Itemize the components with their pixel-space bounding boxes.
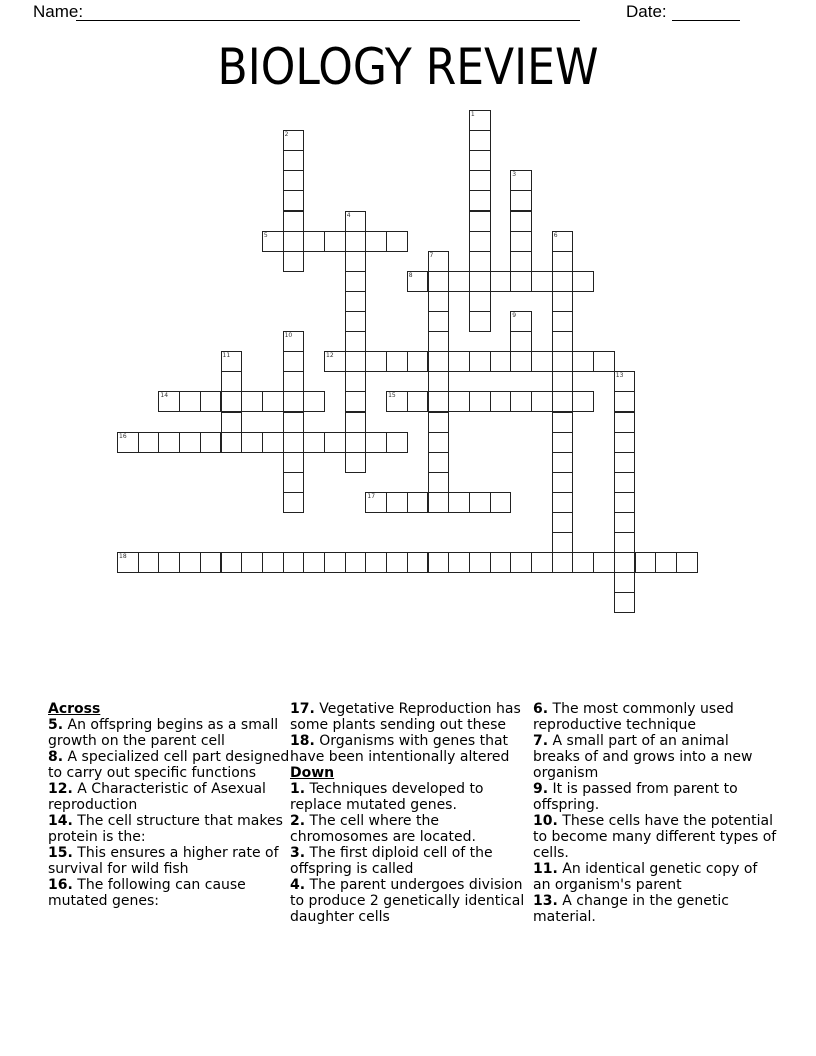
crossword-cell[interactable] (614, 391, 636, 412)
crossword-cell[interactable] (448, 351, 470, 372)
crossword-cell[interactable] (283, 150, 305, 171)
clue-across-5: 5. An offspring begins as a small growth on the parent cell (48, 717, 279, 749)
crossword-cell[interactable] (283, 190, 305, 211)
crossword-cell[interactable] (345, 211, 367, 232)
crossword-cell[interactable] (283, 251, 305, 272)
crossword-cell[interactable] (572, 271, 594, 292)
clue-down-9: 9. It is passed from parent to offspring. (533, 781, 738, 813)
crossword-cell[interactable] (386, 432, 408, 453)
crossword-cell[interactable] (469, 311, 491, 332)
clue-down-13: 13. A change in the genetic material. (533, 893, 729, 925)
clue-down-1: 1. Techniques developed to replace mutated genes. (290, 781, 484, 813)
clue-down-7: 7. A small part of an animal breaks of and grows into a new organism (533, 733, 753, 781)
clue-down-11: 11. An identical genetic copy of an organism's parent (533, 861, 758, 893)
crossword-cell[interactable] (283, 130, 305, 151)
crossword-cell[interactable] (324, 552, 346, 573)
crossword-cell[interactable] (221, 371, 243, 392)
crossword-cell[interactable] (448, 492, 470, 513)
crossword-cell[interactable] (345, 251, 367, 272)
crossword-cell[interactable] (469, 190, 491, 211)
clue-number: 15 (388, 392, 396, 400)
crossword-cell[interactable] (469, 150, 491, 171)
crossword-cell[interactable] (490, 351, 512, 372)
crossword-cell[interactable] (283, 391, 305, 412)
crossword-cell[interactable] (469, 231, 491, 252)
crossword-cell[interactable] (676, 552, 698, 573)
crossword-cell[interactable] (345, 271, 367, 292)
clue-number: 2 (284, 131, 289, 139)
crossword-cell[interactable] (428, 351, 450, 372)
crossword-cell[interactable] (469, 110, 491, 131)
crossword-cell[interactable] (283, 412, 305, 433)
crossword-cell[interactable] (655, 552, 677, 573)
crossword-cell[interactable] (510, 251, 532, 272)
crossword-cell[interactable] (345, 331, 367, 352)
crossword-cell[interactable] (593, 351, 615, 372)
crossword-cell[interactable] (345, 351, 367, 372)
crossword-cell[interactable] (593, 552, 615, 573)
crossword-cell[interactable] (200, 432, 222, 453)
crossword-cell[interactable] (552, 512, 574, 533)
crossword-cell[interactable] (283, 331, 305, 352)
crossword-cell[interactable] (614, 452, 636, 473)
crossword-cell[interactable] (531, 391, 553, 412)
crossword-cell[interactable] (428, 251, 450, 272)
crossword-cell[interactable] (117, 432, 139, 453)
crossword-cell[interactable] (469, 271, 491, 292)
crossword-cell[interactable] (469, 351, 491, 372)
crossword-cell[interactable] (614, 492, 636, 513)
crossword-cell[interactable] (552, 251, 574, 272)
clue-number: 14 (160, 392, 169, 400)
clue-across-14: 14. The cell structure that makes protein is the: (48, 813, 283, 845)
crossword-cell[interactable] (469, 492, 491, 513)
crossword-cell[interactable] (241, 391, 263, 412)
crossword-cell[interactable] (490, 271, 512, 292)
clues-column-3 (533, 701, 778, 925)
crossword-cell[interactable] (469, 391, 491, 412)
crossword-cell[interactable] (469, 170, 491, 191)
clue-across-17: 17. Vegetative Reproduction has some plants sending out these (290, 701, 521, 733)
crossword-cell[interactable] (552, 432, 574, 453)
clue-number: 11 (222, 352, 231, 360)
crossword-cell[interactable] (510, 391, 532, 412)
crossword-cell[interactable] (428, 311, 450, 332)
clue-across-8: 8. A specialized cell part designed to carry out specific functions (48, 749, 290, 781)
crossword-cell[interactable] (552, 351, 574, 372)
clue-across-16: 16. The following can cause mutated genes: (48, 877, 246, 909)
crossword-cell[interactable] (552, 311, 574, 332)
crossword-cell[interactable] (490, 492, 512, 513)
date-label: Date: (626, 2, 667, 21)
crossword-cell[interactable] (510, 190, 532, 211)
crossword-cell[interactable] (428, 432, 450, 453)
clue-number: 3 (512, 171, 517, 179)
crossword-cell[interactable] (138, 432, 160, 453)
crossword-cell[interactable] (283, 371, 305, 392)
crossword-cell[interactable] (179, 432, 201, 453)
crossword-cell[interactable] (138, 552, 160, 573)
clue-number: 16 (119, 432, 127, 440)
crossword-cell[interactable] (428, 271, 450, 292)
crossword-cell[interactable] (158, 552, 180, 573)
crossword-cell[interactable] (614, 532, 636, 553)
crossword-cell[interactable] (241, 432, 263, 453)
crossword-cell[interactable] (635, 552, 657, 573)
crossword-cell[interactable] (552, 552, 574, 573)
crossword-cell[interactable] (490, 552, 512, 573)
clue-down-6: 6. The most commonly used reproductive technique (533, 701, 734, 733)
crossword-cell[interactable] (283, 552, 305, 573)
crossword-cell[interactable] (428, 412, 450, 433)
crossword-cell[interactable] (552, 532, 574, 553)
crossword-cell[interactable] (552, 391, 574, 412)
crossword-cell[interactable] (262, 552, 284, 573)
clue-number: 10 (284, 332, 293, 340)
crossword-cell[interactable] (283, 472, 305, 493)
crossword-cell[interactable] (345, 391, 367, 412)
crossword-cell[interactable] (469, 130, 491, 151)
crossword-cell[interactable] (510, 211, 532, 232)
clue-down-10: 10. These cells have the potential to become many different types of cells. (533, 813, 777, 861)
crossword-cell[interactable] (324, 231, 346, 252)
clue-number: 18 (119, 553, 127, 561)
crossword-cell[interactable] (345, 291, 367, 312)
crossword-cell[interactable] (303, 391, 325, 412)
clue-down-3: 3. The first diploid cell of the offspring is called (290, 845, 493, 877)
crossword-cell[interactable] (531, 552, 553, 573)
crossword-cell[interactable] (510, 331, 532, 352)
crossword-cell[interactable] (345, 552, 367, 573)
crossword-cell[interactable] (448, 552, 470, 573)
crossword-cell[interactable] (345, 412, 367, 433)
crossword-cell[interactable] (365, 432, 387, 453)
clues-column-1 (48, 701, 293, 909)
crossword-cell[interactable] (221, 391, 243, 412)
crossword-cell[interactable] (386, 492, 408, 513)
crossword-cell[interactable] (572, 391, 594, 412)
clue-number: 5 (263, 231, 268, 239)
crossword-cell[interactable] (572, 351, 594, 372)
down-heading: Down (290, 765, 335, 781)
crossword-cell[interactable] (283, 432, 305, 453)
crossword-cell[interactable] (448, 271, 470, 292)
crossword-cell[interactable] (179, 391, 201, 412)
crossword-cell[interactable] (386, 391, 408, 412)
crossword-cell[interactable] (324, 351, 346, 372)
crossword-cell[interactable] (428, 291, 450, 312)
crossword-cell[interactable] (365, 351, 387, 372)
crossword-cell[interactable] (552, 291, 574, 312)
crossword-cell[interactable] (552, 371, 574, 392)
crossword-cell[interactable] (552, 231, 574, 252)
crossword-cell[interactable] (303, 432, 325, 453)
crossword-cell[interactable] (365, 552, 387, 573)
crossword-cell[interactable] (552, 492, 574, 513)
crossword-cell[interactable] (345, 371, 367, 392)
crossword-cell[interactable] (117, 552, 139, 573)
crossword-cell[interactable] (283, 231, 305, 252)
crossword-cell[interactable] (158, 391, 180, 412)
crossword-cell[interactable] (407, 492, 429, 513)
crossword-cell[interactable] (490, 391, 512, 412)
crossword-cell[interactable] (303, 231, 325, 252)
clues-column-2 (290, 701, 535, 925)
crossword-cell[interactable] (448, 391, 470, 412)
crossword-cell[interactable] (510, 311, 532, 332)
crossword-cell[interactable] (469, 291, 491, 312)
crossword-cell[interactable] (469, 251, 491, 272)
clue-across-18: 18. Organisms with genes that have been intentionally altered (290, 733, 510, 765)
crossword-cell[interactable] (200, 552, 222, 573)
crossword-cell[interactable] (614, 472, 636, 493)
crossword-cell[interactable] (510, 351, 532, 372)
crossword-cell[interactable] (283, 351, 305, 372)
clue-number: 4 (346, 211, 351, 219)
crossword-cell[interactable] (241, 552, 263, 573)
crossword-cell[interactable] (469, 211, 491, 232)
crossword-cell[interactable] (614, 512, 636, 533)
crossword-cell[interactable] (428, 492, 450, 513)
name-label: Name: (33, 2, 84, 21)
crossword-cell[interactable] (324, 432, 346, 453)
crossword-cell[interactable] (614, 371, 636, 392)
crossword-cell[interactable] (345, 311, 367, 332)
clue-number: 7 (429, 251, 434, 259)
crossword-cell[interactable] (262, 231, 284, 252)
crossword-cell[interactable] (221, 412, 243, 433)
clue-number: 8 (408, 271, 413, 279)
crossword-cell[interactable] (428, 452, 450, 473)
clue-number: 13 (615, 372, 624, 380)
crossword-cell[interactable] (614, 592, 636, 613)
crossword-cell[interactable] (386, 552, 408, 573)
crossword-cell[interactable] (365, 492, 387, 513)
clue-number: 6 (553, 231, 558, 239)
crossword-cell[interactable] (428, 391, 450, 412)
crossword-cell[interactable] (386, 231, 408, 252)
crossword-cell[interactable] (572, 552, 594, 573)
crossword-cell[interactable] (283, 452, 305, 473)
crossword-cell[interactable] (510, 170, 532, 191)
clue-number: 12 (326, 352, 334, 360)
crossword-cell[interactable] (428, 331, 450, 352)
crossword-cell[interactable] (158, 432, 180, 453)
crossword-cell[interactable] (510, 231, 532, 252)
crossword-cell[interactable] (552, 412, 574, 433)
page-title: BIOLOGY REVIEW (217, 38, 599, 96)
crossword-cell[interactable] (283, 170, 305, 191)
crossword-cell[interactable] (262, 391, 284, 412)
crossword-cell[interactable] (283, 492, 305, 513)
clue-number: 9 (512, 312, 517, 319)
crossword-cell[interactable] (428, 371, 450, 392)
crossword-cell[interactable] (614, 412, 636, 433)
clue-number: 1 (470, 111, 475, 118)
crossword-cell[interactable] (469, 552, 491, 573)
crossword-cell[interactable] (179, 552, 201, 573)
clue-across-15: 15. This ensures a higher rate of survival for wild fish (48, 845, 279, 877)
crossword-cell[interactable] (552, 472, 574, 493)
clue-down-4: 4. The parent undergoes division to produce 2 genetically identical daughter cells (290, 877, 525, 925)
crossword-cell[interactable] (303, 552, 325, 573)
crossword-cell[interactable] (531, 271, 553, 292)
crossword-cell[interactable] (552, 331, 574, 352)
crossword-cell[interactable] (407, 552, 429, 573)
crossword-cell[interactable] (345, 452, 367, 473)
crossword-cell[interactable] (510, 552, 532, 573)
crossword-cell[interactable] (614, 552, 636, 573)
across-heading: Across (48, 701, 101, 717)
crossword-cell[interactable] (221, 351, 243, 372)
crossword-cell[interactable] (428, 472, 450, 493)
crossword-cell[interactable] (345, 432, 367, 453)
crossword-cell[interactable] (200, 391, 222, 412)
crossword-cell[interactable] (407, 391, 429, 412)
clue-across-12: 12. A Characteristic of Asexual reproduction (48, 781, 266, 813)
crossword-cell[interactable] (552, 271, 574, 292)
crossword-cell[interactable] (407, 351, 429, 372)
crossword-cell[interactable] (262, 432, 284, 453)
clue-number: 17 (367, 492, 376, 500)
crossword-cell[interactable] (428, 552, 450, 573)
crossword-cell[interactable] (407, 271, 429, 292)
crossword-cell[interactable] (386, 351, 408, 372)
crossword-cell[interactable] (531, 351, 553, 372)
crossword-cell[interactable] (221, 552, 243, 573)
crossword-cell[interactable] (614, 432, 636, 453)
crossword-cell[interactable] (552, 452, 574, 473)
crossword-cell[interactable] (345, 231, 367, 252)
crossword-cell[interactable] (365, 231, 387, 252)
crossword-cell[interactable] (614, 572, 636, 593)
crossword-cell[interactable] (221, 432, 243, 453)
crossword-cell[interactable] (283, 211, 305, 232)
clue-down-2: 2. The cell where the chromosomes are located. (290, 813, 476, 845)
crossword-cell[interactable] (510, 271, 532, 292)
